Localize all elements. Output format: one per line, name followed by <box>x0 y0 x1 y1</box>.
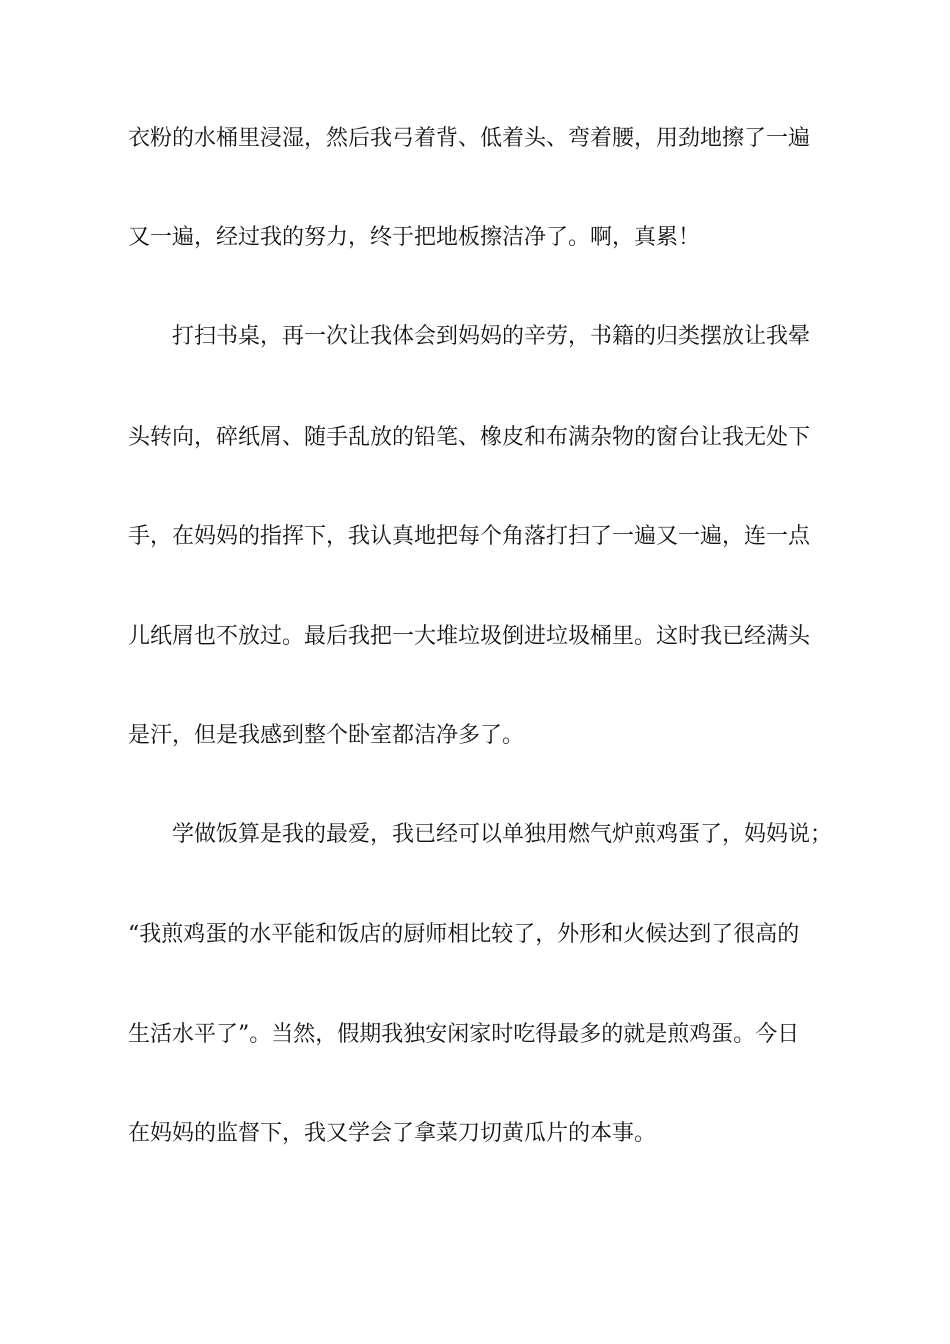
text-line: 在妈妈的监督下，我又学会了拿菜刀切黄瓜片的本事。 <box>128 1121 657 1146</box>
text-line: 头转向，碎纸屑、随手乱放的铅笔、橡皮和布满杂物的窗台让我无处下 <box>128 425 811 450</box>
text-line: 生活水平了”。当然，假期我独安闲家时吃得最多的就是煎鸡蛋。今日 <box>128 1022 800 1047</box>
paragraph-start-line: 打扫书桌，再一次让我体会到妈妈的辛劳，书籍的归类摆放让我晕 <box>172 324 811 349</box>
text-line: 衣粉的水桶里浸湿，然后我弓着背、低着头、弯着腰，用劲地擦了一遍 <box>128 126 811 151</box>
text-line: “我煎鸡蛋的水平能和饭店的厨师相比较了，外形和火候达到了很高的 <box>128 922 800 947</box>
text-line: 是汗，但是我感到整个卧室都洁净多了。 <box>128 723 525 748</box>
text-line: 儿纸屑也不放过。最后我把一大堆垃圾倒进垃圾桶里。这时我已经满头 <box>128 624 811 649</box>
paragraph-start-line: 学做饭算是我的最爱，我已经可以单独用燃气炉煎鸡蛋了，妈妈说； <box>172 822 833 847</box>
text-line: 手，在妈妈的指挥下，我认真地把每个角落打扫了一遍又一遍，连一点 <box>128 524 811 549</box>
text-line: 又一遍，经过我的努力，终于把地板擦洁净了。啊，真累！ <box>128 225 701 250</box>
